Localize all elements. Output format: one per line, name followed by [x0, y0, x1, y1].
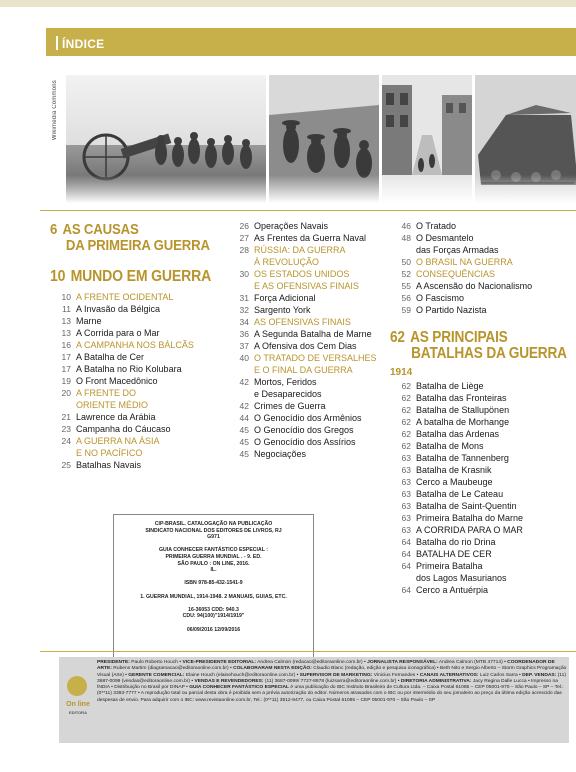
entry-title: E AS OFENSIVAS FINAIS	[254, 281, 359, 291]
page-number: 64	[401, 537, 411, 547]
toc-entry[interactable]	[228, 400, 385, 412]
toc-entry[interactable]	[390, 488, 576, 500]
toc-entry[interactable]	[228, 328, 385, 340]
credits-text: PRESIDENTE: Paulo Roberto Houch • VICE-PRESIDENTE EDITORIAL: Andrea Calmon (redacao@editoraonline.com.br) • JORNALISTA RESPONSÁVEL: Andrea Calmon (MTB 47714) • COORDENADOR DE ARTE: Rubens Martim (diagramacao@editoraonline.com.br) • COLABORARAM NESTA EDIÇÃO: Claudio Blanc (redação, edição e pesquisa iconográfica) • Beth Nito e Sergio Alberto – Storm Graphics Programação Visual (Arte) • GERENTE COMERCIAL: Elaine Houch (elainehouch@editoraonline.com.br) • SUPERVISOR DE MARKETING: Vinicius Fernandes • CANAIS ALTERNATIVOS: Luiz Carlos Sarra • DEP. VENDAS: (11) 3687-0099 (vendas@editoraonline.com.br) • VENDAS E REVENDEDORES: (11) 3687-0099/ 7727-8678 (luizsarra@editoraonline.com.br) • DIRETORIA ADMINISTRATIVA: Jacy Regina Dalle Lucca • Impresso na ÍNDIA • Distribuição no Brasil por DINAP • GUIA CONHECER FANTÁSTICO ESPECIAL é uma publicação do IBC Instituto Brasileiro de Cultura Ltda. – Caixa Postal 61085 – CEP 05001-970 – São Paulo – SP – Tel.: (0**11) 3393-7777 • A reprodução total ou parcial desta obra é proibida sem a prévia autorização do editor. Números atrasados com o IBC ou por intermédio do seu jornaleiro ao preço da última edição acrescido das despesas de envio. Para adquirir com o IBC: www.revistaonline.com.br, Tel.: (0**11) 3512-9477, ou Caixa Postal 61085 – CEP 05001-970 – São Paulo – SP	[97, 660, 567, 703]
entry-title: Batalha de Liège	[416, 381, 484, 391]
entry-title: A Batalha de Cer	[76, 352, 145, 362]
toc-entry[interactable]	[50, 447, 225, 459]
page-number: 28	[239, 245, 249, 255]
toc-entry[interactable]	[390, 404, 576, 416]
toc-entry[interactable]	[390, 584, 576, 596]
entry-title: ORIENTE MÉDIO	[76, 400, 149, 410]
entry-title: Batalha de Krasnik	[416, 465, 492, 475]
page-number	[50, 399, 76, 411]
entry-title: O TRATADO DE VERSALHES	[254, 353, 377, 363]
page-number: 64	[401, 585, 411, 595]
toc-section[interactable]	[50, 222, 225, 253]
entry-title: A CORRIDA PARA O MAR	[416, 525, 523, 535]
page-number: 52	[401, 269, 411, 279]
page-number: 42	[239, 401, 249, 411]
page-title: ÍNDICE	[62, 37, 105, 51]
entry-title: Cerco a Maubeuge	[416, 477, 493, 487]
page-number	[228, 364, 254, 376]
entry-title: O Genocídio dos Assírios	[254, 437, 356, 447]
toc-entry[interactable]	[390, 476, 576, 488]
toc-entry[interactable]	[228, 256, 385, 268]
cip-line	[114, 587, 313, 594]
entry-title: Negociações	[254, 449, 307, 459]
page-number: 40	[239, 353, 249, 363]
page-number: 62	[401, 381, 411, 391]
entry-title: O Genocídio dos Gregos	[254, 425, 354, 435]
publisher-logo	[59, 657, 93, 743]
page-number: 19	[61, 376, 71, 386]
page-number: 63	[401, 465, 411, 475]
logo-text: On line	[66, 701, 90, 708]
toc-entry[interactable]	[228, 376, 385, 388]
entry-title: A Segunda Batalha de Marne	[254, 329, 372, 339]
page-number: 16	[61, 340, 71, 350]
page-number: 63	[401, 489, 411, 499]
page-number: 11	[62, 304, 71, 314]
page-number: 62	[401, 417, 411, 427]
page-number: 30	[239, 269, 249, 279]
page-number: 23	[61, 424, 71, 434]
toc-entry[interactable]	[50, 423, 225, 435]
toc-list	[390, 380, 576, 596]
header-top-bar	[0, 0, 576, 7]
section-number: 62	[390, 329, 405, 346]
toc-entry[interactable]	[50, 315, 225, 327]
entry-title: Batalha das Fronteiras	[416, 393, 507, 403]
entry-title: O Fascismo	[416, 293, 465, 303]
toc-entry[interactable]	[390, 464, 576, 476]
entry-title: CONSEQUÊNCIAS	[416, 269, 496, 279]
cip-line: 16-36053 CDD: 940.3	[188, 606, 239, 613]
toc-entry[interactable]	[390, 292, 576, 304]
page-number	[390, 572, 416, 584]
page-number: 63	[401, 501, 411, 511]
toc-entry[interactable]	[50, 399, 225, 411]
toc-entry[interactable]	[228, 412, 385, 424]
section-title: AS PRINCIPAIS	[410, 329, 508, 346]
cip-line	[114, 600, 313, 607]
photo-tank	[475, 75, 576, 203]
toc-entry[interactable]	[390, 244, 576, 256]
page-number: 48	[401, 233, 411, 243]
toc-entry[interactable]	[228, 268, 385, 280]
header	[0, 0, 576, 56]
toc-entry[interactable]	[50, 435, 225, 447]
toc-entry[interactable]	[390, 392, 576, 404]
entry-title: Batalha de Le Cateau	[416, 489, 504, 499]
toc-entry[interactable]	[50, 411, 225, 423]
toc-entry[interactable]	[228, 424, 385, 436]
page-number: 64	[401, 561, 411, 571]
entry-title: Batalha das Ardenas	[416, 429, 500, 439]
page-number: 56	[401, 293, 411, 303]
page-number: 62	[401, 441, 411, 451]
page-number	[228, 388, 254, 400]
cip-line: PRIMEIRA GUERRA MUNDIAL . - 9. ED.	[165, 553, 262, 560]
entry-title: e Desaparecidos	[254, 389, 322, 399]
section-title: AS CAUSAS	[62, 221, 139, 238]
entry-title: Batalhas Navais	[76, 460, 142, 470]
toc-entry[interactable]	[390, 548, 576, 560]
page-number: 62	[401, 429, 411, 439]
footer-credits	[59, 657, 569, 743]
entry-title: Força Adicional	[254, 293, 316, 303]
toc-entry[interactable]	[390, 232, 576, 244]
entry-title: A Ascensão do Nacionalismo	[416, 281, 533, 291]
entry-title: Cerco a Antuérpia	[416, 585, 489, 595]
entry-title: Primeira Batalha do Marne	[416, 513, 524, 523]
toc-entry[interactable]	[228, 352, 385, 364]
page-number	[390, 244, 416, 256]
toc-entry[interactable]	[228, 292, 385, 304]
entry-title: À REVOLUÇÃO	[254, 257, 320, 267]
toc-entry[interactable]	[228, 436, 385, 448]
toc-entry[interactable]	[228, 304, 385, 316]
page-number: 42	[239, 377, 249, 387]
toc-entry[interactable]	[390, 500, 576, 512]
page-number: 64	[401, 549, 411, 559]
toc-entry[interactable]	[390, 512, 576, 524]
entry-title: Mortos, Feridos	[254, 377, 317, 387]
section-title-line2: DA PRIMEIRA GUERRA	[65, 237, 210, 254]
toc-entry[interactable]	[50, 375, 225, 387]
toc-section[interactable]	[390, 330, 576, 361]
section-title: MUNDO EM GUERRA	[70, 268, 212, 285]
cip-line: GUIA CONHECER FANTÁSTICO ESPECIAL :	[159, 547, 268, 554]
page-number: 37	[239, 341, 249, 351]
toc-entry[interactable]	[390, 440, 576, 452]
entry-title: Crimes de Guerra	[254, 401, 326, 411]
entry-title: AS OFENSIVAS FINAIS	[254, 317, 351, 327]
cip-line	[114, 574, 313, 581]
toc-entry[interactable]	[390, 380, 576, 392]
cip-line: CIP-BRASIL. CATALOGAÇÃO NA PUBLICAÇÃO	[154, 521, 273, 527]
toc-entry[interactable]	[50, 459, 225, 471]
page-number: 21	[61, 412, 71, 422]
section-title-line2: BATALHAS DA GUERRA	[411, 345, 567, 362]
cip-line: SÃO PAULO : ON LINE, 2016.	[177, 560, 250, 567]
logo-subtext: EDITORA	[69, 710, 87, 715]
toc-entry[interactable]	[228, 364, 385, 376]
toc-entry[interactable]	[228, 340, 385, 352]
entry-title: Primeira Batalha	[416, 561, 483, 571]
toc-entry[interactable]	[228, 244, 385, 256]
cip-line: 1. GUERRA MUNDIAL, 1914-1948. 2 MANUAIS, GUIAS, ETC.	[140, 593, 287, 600]
entry-title: BATALHA DE CER	[416, 549, 492, 559]
page-number: 13	[61, 328, 71, 338]
page-number: 63	[401, 477, 411, 487]
page-number: 45	[239, 437, 249, 447]
photo-trench	[269, 75, 379, 203]
year-heading: 1914	[390, 367, 413, 378]
entry-title: das Forças Armadas	[416, 245, 499, 255]
entry-title: Batalha de Tannenberg	[416, 453, 509, 463]
page-number: 45	[239, 425, 249, 435]
toc-list	[228, 220, 385, 460]
page-number: 63	[401, 453, 411, 463]
section-number: 10	[50, 268, 66, 285]
entry-title: A Invasão da Bélgica	[76, 304, 161, 314]
page-number: 25	[61, 460, 71, 470]
page-number: 59	[401, 305, 411, 315]
page-number: 13	[61, 316, 71, 326]
page-number: 34	[239, 317, 249, 327]
page-number: 26	[239, 221, 249, 231]
photo-credit: Wikimedia Commons	[52, 80, 58, 141]
entry-title: O Desmantelo	[416, 233, 474, 243]
entry-title: Marne	[76, 316, 102, 326]
cip-line: IL.	[210, 567, 217, 574]
toc-entry[interactable]	[228, 280, 385, 292]
page-number: 63	[401, 513, 411, 523]
toc-entry[interactable]	[390, 268, 576, 280]
cip-catalog-box	[113, 514, 314, 659]
page-number: 46	[401, 221, 411, 231]
toc-entry[interactable]	[228, 448, 385, 460]
toc-entry[interactable]	[228, 232, 385, 244]
page-number: 32	[239, 305, 249, 315]
entry-title: OS ESTADOS UNIDOS	[254, 269, 350, 279]
toc-entry[interactable]	[228, 316, 385, 328]
entry-title: A FRENTE DO	[76, 388, 137, 398]
logo-icon	[67, 676, 87, 696]
page-number: 50	[401, 257, 411, 267]
entry-title: E NO PACÍFICO	[76, 448, 143, 458]
entry-title: A Ofensiva dos Cem Dias	[254, 341, 357, 351]
cip-line: ISBN 978-85-432-1541-9	[184, 580, 243, 587]
page-number: 27	[239, 233, 249, 243]
entry-title: Operações Navais	[254, 221, 329, 231]
entry-title: Batalha de Mons	[416, 441, 484, 451]
toc-entry[interactable]	[390, 536, 576, 548]
toc-entry[interactable]	[390, 572, 576, 584]
entry-title: A FRENTE OCIDENTAL	[76, 292, 174, 302]
entry-title: A Corrida para o Mar	[76, 328, 160, 338]
entry-title: Batalha de Saint-Quentin	[416, 501, 517, 511]
header-tick	[56, 36, 58, 50]
toc-column-2	[228, 214, 385, 460]
toc-entry[interactable]	[50, 291, 225, 303]
toc-list	[390, 220, 576, 316]
page-number	[228, 256, 254, 268]
entry-title: A Batalha no Rio Kolubara	[76, 364, 182, 374]
cip-line	[114, 620, 313, 627]
cip-line: 06/09/2016 12/09/2016	[186, 626, 241, 633]
toc-entry[interactable]	[50, 327, 225, 339]
photo-street	[382, 75, 472, 203]
entry-title: O Partido Nazista	[416, 305, 487, 315]
entry-title: Batalha do rio Drina	[416, 537, 496, 547]
toc-entry[interactable]	[390, 560, 576, 572]
toc-column-1	[50, 214, 225, 471]
entry-title: Lawrence da Arábia	[76, 412, 156, 422]
page-number	[228, 280, 254, 292]
cip-line: G971	[207, 534, 220, 541]
entry-title: O Tratado	[416, 221, 457, 231]
header-band	[46, 28, 576, 56]
toc-entry[interactable]	[390, 428, 576, 440]
page-number: 45	[239, 449, 249, 459]
entry-title: O Front Macedônico	[76, 376, 158, 386]
toc-entry[interactable]	[50, 339, 225, 351]
toc-entry[interactable]	[390, 416, 576, 428]
toc-entry[interactable]	[390, 220, 576, 232]
page-number: 24	[61, 436, 71, 446]
toc-column-3	[390, 214, 576, 596]
entry-title: O Genocídio dos Armênios	[254, 413, 362, 423]
page-number: 55	[401, 281, 411, 291]
toc-entry[interactable]	[390, 280, 576, 292]
page-number: 17	[61, 352, 71, 362]
toc-section[interactable]	[50, 269, 225, 284]
page-number: 17	[61, 364, 71, 374]
toc-entry[interactable]	[50, 363, 225, 375]
page-number: 36	[239, 329, 249, 339]
toc-list	[50, 291, 225, 471]
toc-entry[interactable]	[50, 351, 225, 363]
entry-title: A CAMPANHA NOS BÁLCÃS	[76, 340, 194, 350]
page-number: 44	[239, 413, 249, 423]
divider-top	[40, 210, 576, 211]
toc-entry[interactable]	[228, 388, 385, 400]
toc-entry[interactable]	[50, 387, 225, 399]
entry-title: RÚSSIA: DA GUERRA	[254, 245, 346, 255]
toc-entry[interactable]	[390, 256, 576, 268]
photo-collage	[66, 75, 576, 203]
entry-title: A GUERRA NA ÁSIA	[76, 436, 160, 446]
toc-entry[interactable]	[390, 524, 576, 536]
toc-entry[interactable]	[228, 220, 385, 232]
photo-artillery	[66, 75, 266, 203]
entry-title: Sargento York	[254, 305, 311, 315]
toc-entry[interactable]	[50, 303, 225, 315]
section-number: 6	[50, 221, 58, 238]
page-number: 62	[401, 393, 411, 403]
entry-title: A batalha de Morhange	[416, 417, 510, 427]
entry-title: Campanha do Cáucaso	[76, 424, 171, 434]
page-number	[50, 447, 76, 459]
cip-line: CDU: 94(100)"1914/1919"	[182, 613, 245, 620]
entry-title: E O FINAL DA GUERRA	[254, 365, 353, 375]
entry-title: dos Lagos Masurianos	[416, 573, 507, 583]
cip-line: SINDICATO NACIONAL DOS EDITORES DE LIVROS, RJ	[145, 527, 282, 534]
entry-title: As Frentes da Guerra Naval	[254, 233, 367, 243]
page-number: 62	[401, 405, 411, 415]
toc-entry[interactable]	[390, 304, 576, 316]
page-number: 10	[61, 292, 71, 302]
toc-entry[interactable]	[390, 452, 576, 464]
entry-title: O BRASIL NA GUERRA	[416, 257, 513, 267]
page-number: 20	[61, 388, 71, 398]
entry-title: Batalha de Stallupönen	[416, 405, 510, 415]
page-number: 63	[401, 525, 411, 535]
page-number: 31	[239, 293, 249, 303]
divider-bottom	[40, 651, 576, 652]
